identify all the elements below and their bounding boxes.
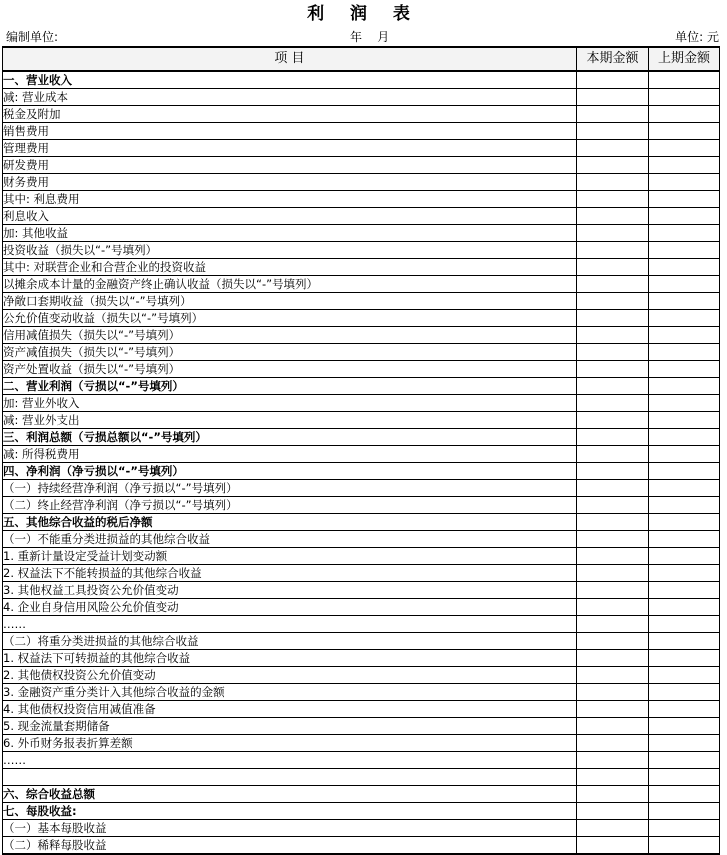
previous-amount-cell[interactable] [649, 395, 720, 412]
previous-amount-cell[interactable] [649, 327, 720, 344]
row-label: 5. 现金流量套期储备 [3, 718, 577, 735]
table-row [3, 548, 720, 565]
current-amount-cell[interactable] [577, 752, 649, 769]
current-amount-cell[interactable] [577, 480, 649, 497]
table-row [3, 89, 720, 106]
previous-amount-cell[interactable] [649, 616, 720, 633]
row-label: （一）基本每股收益 [3, 820, 577, 837]
current-amount-cell[interactable] [577, 684, 649, 701]
row-label: （一）持续经营净利润（净亏损以“-”号填列） [3, 480, 577, 497]
table-row [3, 463, 720, 480]
row-label: 4. 其他债权投资信用减值准备 [3, 701, 577, 718]
current-amount-cell[interactable] [577, 463, 649, 480]
previous-amount-cell[interactable] [649, 565, 720, 582]
row-label: 其中: 对联营企业和合营企业的投资收益 [3, 259, 577, 276]
row-label: 税金及附加 [3, 106, 577, 123]
row-label: 财务费用 [3, 174, 577, 191]
previous-amount-cell[interactable] [649, 463, 720, 480]
current-amount-cell[interactable] [577, 633, 649, 650]
current-amount-cell[interactable] [577, 718, 649, 735]
previous-amount-cell[interactable] [649, 599, 720, 616]
row-label: 减: 营业成本 [3, 89, 577, 106]
current-amount-cell[interactable] [577, 837, 649, 855]
current-amount-cell[interactable] [577, 276, 649, 293]
previous-amount-cell[interactable] [649, 769, 720, 786]
current-amount-cell[interactable] [577, 361, 649, 378]
previous-amount-cell[interactable] [649, 412, 720, 429]
current-amount-cell[interactable] [577, 293, 649, 310]
year-month-label: 年 月 [350, 30, 390, 44]
current-amount-cell[interactable] [577, 701, 649, 718]
row-label: 减: 营业外支出 [3, 412, 577, 429]
current-amount-cell[interactable] [577, 769, 649, 786]
table-row [3, 718, 720, 735]
previous-amount-cell[interactable] [649, 276, 720, 293]
previous-amount-cell[interactable] [649, 71, 720, 89]
previous-amount-cell[interactable] [649, 208, 720, 225]
row-label: 3. 其他权益工具投资公允价值变动 [3, 582, 577, 599]
table-row [3, 208, 720, 225]
row-label: 信用减值损失（损失以“-”号填列） [3, 327, 577, 344]
current-amount-cell[interactable] [577, 191, 649, 208]
row-label: 公允价值变动收益（损失以“-”号填列） [3, 310, 577, 327]
current-amount-cell[interactable] [577, 820, 649, 837]
table-row [3, 701, 720, 718]
table-row [3, 174, 720, 191]
previous-amount-cell[interactable] [649, 633, 720, 650]
current-amount-cell[interactable] [577, 599, 649, 616]
current-amount-cell[interactable] [577, 140, 649, 157]
row-label: 2. 其他债权投资公允价值变动 [3, 667, 577, 684]
table-row [3, 480, 720, 497]
current-amount-cell[interactable] [577, 616, 649, 633]
unit-label: 单位: 元 [675, 30, 719, 44]
previous-amount-cell[interactable] [649, 191, 720, 208]
previous-amount-cell[interactable] [649, 803, 720, 820]
current-amount-cell[interactable] [577, 310, 649, 327]
table-row [3, 633, 720, 650]
row-label: 6. 外币财务报表折算差额 [3, 735, 577, 752]
row-label: 五、其他综合收益的税后净额 [3, 514, 577, 531]
current-amount-cell[interactable] [577, 71, 649, 89]
row-label: 管理费用 [3, 140, 577, 157]
table-row [3, 361, 720, 378]
row-label [3, 769, 577, 786]
current-amount-cell[interactable] [577, 497, 649, 514]
row-label: 销售费用 [3, 123, 577, 140]
previous-amount-cell[interactable] [649, 684, 720, 701]
previous-amount-cell[interactable] [649, 225, 720, 242]
table-row [3, 429, 720, 446]
previous-amount-cell[interactable] [649, 344, 720, 361]
table-row [3, 191, 720, 208]
table-body [3, 71, 720, 854]
current-amount-cell[interactable] [577, 735, 649, 752]
table-header-row [3, 47, 720, 71]
current-amount-cell[interactable] [577, 446, 649, 463]
table-row [3, 344, 720, 361]
current-amount-cell[interactable] [577, 565, 649, 582]
previous-amount-cell[interactable] [649, 837, 720, 855]
table-row [3, 769, 720, 786]
page-title: 利 润 表 [307, 4, 420, 24]
table-row [3, 803, 720, 820]
table-row [3, 293, 720, 310]
row-label: 1. 重新计量设定受益计划变动额 [3, 548, 577, 565]
table-row [3, 106, 720, 123]
current-amount-cell[interactable] [577, 548, 649, 565]
table-row [3, 786, 720, 803]
column-header-previous: 上期金额 [649, 47, 720, 71]
previous-amount-cell[interactable] [649, 106, 720, 123]
current-amount-cell[interactable] [577, 106, 649, 123]
table-row [3, 276, 720, 293]
current-amount-cell[interactable] [577, 531, 649, 548]
column-header-item: 项 目 [3, 47, 577, 71]
table-row [3, 837, 720, 855]
table-row [3, 667, 720, 684]
current-amount-cell[interactable] [577, 208, 649, 225]
current-amount-cell[interactable] [577, 395, 649, 412]
previous-amount-cell[interactable] [649, 140, 720, 157]
current-amount-cell[interactable] [577, 344, 649, 361]
org-label: 编制单位: [6, 30, 59, 44]
row-label: 利息收入 [3, 208, 577, 225]
table-row [3, 599, 720, 616]
current-amount-cell[interactable] [577, 123, 649, 140]
table-row [3, 735, 720, 752]
current-amount-cell[interactable] [577, 327, 649, 344]
previous-amount-cell[interactable] [649, 548, 720, 565]
current-amount-cell[interactable] [577, 514, 649, 531]
current-amount-cell[interactable] [577, 412, 649, 429]
table-row [3, 650, 720, 667]
previous-amount-cell[interactable] [649, 820, 720, 837]
row-label: 净敞口套期收益（损失以“-”号填列） [3, 293, 577, 310]
row-label: 1. 权益法下可转损益的其他综合收益 [3, 650, 577, 667]
table-row [3, 242, 720, 259]
current-amount-cell[interactable] [577, 157, 649, 174]
row-label: （二）将重分类进损益的其他综合收益 [3, 633, 577, 650]
previous-amount-cell[interactable] [649, 361, 720, 378]
table-row [3, 259, 720, 276]
row-label: 四、净利润（净亏损以“-”号填列） [3, 463, 577, 480]
previous-amount-cell[interactable] [649, 446, 720, 463]
previous-amount-cell[interactable] [649, 718, 720, 735]
row-label: （二）终止经营净利润（净亏损以“-”号填列） [3, 497, 577, 514]
previous-amount-cell[interactable] [649, 429, 720, 446]
row-label: 资产减值损失（损失以“-”号填列） [3, 344, 577, 361]
row-label: 以摊余成本计量的金融资产终止确认收益（损失以“-”号填列） [3, 276, 577, 293]
table-row [3, 616, 720, 633]
previous-amount-cell[interactable] [649, 378, 720, 395]
previous-amount-cell[interactable] [649, 514, 720, 531]
row-label: 一、营业收入 [3, 71, 577, 89]
current-amount-cell[interactable] [577, 667, 649, 684]
previous-amount-cell[interactable] [649, 752, 720, 769]
row-label: 加: 营业外收入 [3, 395, 577, 412]
row-label: 其中: 利息费用 [3, 191, 577, 208]
table-row [3, 157, 720, 174]
row-label: 减: 所得税费用 [3, 446, 577, 463]
table-row [3, 395, 720, 412]
row-label: 研发费用 [3, 157, 577, 174]
table-row [3, 446, 720, 463]
table-row [3, 123, 720, 140]
table-row [3, 140, 720, 157]
table-row [3, 412, 720, 429]
previous-amount-cell[interactable] [649, 174, 720, 191]
row-label: …… [3, 752, 577, 769]
table-row [3, 225, 720, 242]
row-label: 2. 权益法下不能转损益的其他综合收益 [3, 565, 577, 582]
table-row [3, 684, 720, 701]
row-label: …… [3, 616, 577, 633]
row-label: 3. 金融资产重分类计入其他综合收益的金额 [3, 684, 577, 701]
previous-amount-cell[interactable] [649, 531, 720, 548]
row-label: 投资收益（损失以“-”号填列） [3, 242, 577, 259]
current-amount-cell[interactable] [577, 650, 649, 667]
current-amount-cell[interactable] [577, 378, 649, 395]
previous-amount-cell[interactable] [649, 157, 720, 174]
previous-amount-cell[interactable] [649, 786, 720, 803]
previous-amount-cell[interactable] [649, 667, 720, 684]
row-label: 4. 企业自身信用风险公允价值变动 [3, 599, 577, 616]
previous-amount-cell[interactable] [649, 242, 720, 259]
previous-amount-cell[interactable] [649, 480, 720, 497]
previous-amount-cell[interactable] [649, 310, 720, 327]
current-amount-cell[interactable] [577, 89, 649, 106]
table-row [3, 327, 720, 344]
row-label: （一）不能重分类进损益的其他综合收益 [3, 531, 577, 548]
income-statement-table [2, 46, 720, 855]
row-label: 三、利润总额（亏损总额以“-”号填列） [3, 429, 577, 446]
previous-amount-cell[interactable] [649, 293, 720, 310]
table-row [3, 582, 720, 599]
table-row [3, 497, 720, 514]
current-amount-cell[interactable] [577, 174, 649, 191]
current-amount-cell[interactable] [577, 786, 649, 803]
table-row [3, 514, 720, 531]
current-amount-cell[interactable] [577, 803, 649, 820]
previous-amount-cell[interactable] [649, 259, 720, 276]
previous-amount-cell[interactable] [649, 123, 720, 140]
current-amount-cell[interactable] [577, 242, 649, 259]
table-row [3, 310, 720, 327]
table-row [3, 752, 720, 769]
table-row [3, 820, 720, 837]
previous-amount-cell[interactable] [649, 89, 720, 106]
table-row [3, 378, 720, 395]
row-label: 二、营业利润（亏损以“-”号填列） [3, 378, 577, 395]
previous-amount-cell[interactable] [649, 735, 720, 752]
table-row [3, 531, 720, 548]
row-label: 六、综合收益总额 [3, 786, 577, 803]
previous-amount-cell[interactable] [649, 650, 720, 667]
current-amount-cell[interactable] [577, 225, 649, 242]
current-amount-cell[interactable] [577, 429, 649, 446]
table-row [3, 71, 720, 89]
row-label: （二）稀释每股收益 [3, 837, 577, 855]
column-header-current: 本期金额 [577, 47, 649, 71]
row-label: 资产处置收益（损失以“-”号填列） [3, 361, 577, 378]
current-amount-cell[interactable] [577, 582, 649, 599]
current-amount-cell[interactable] [577, 259, 649, 276]
table-row [3, 565, 720, 582]
previous-amount-cell[interactable] [649, 701, 720, 718]
previous-amount-cell[interactable] [649, 582, 720, 599]
previous-amount-cell[interactable] [649, 497, 720, 514]
row-label: 七、每股收益: [3, 803, 577, 820]
row-label: 加: 其他收益 [3, 225, 577, 242]
